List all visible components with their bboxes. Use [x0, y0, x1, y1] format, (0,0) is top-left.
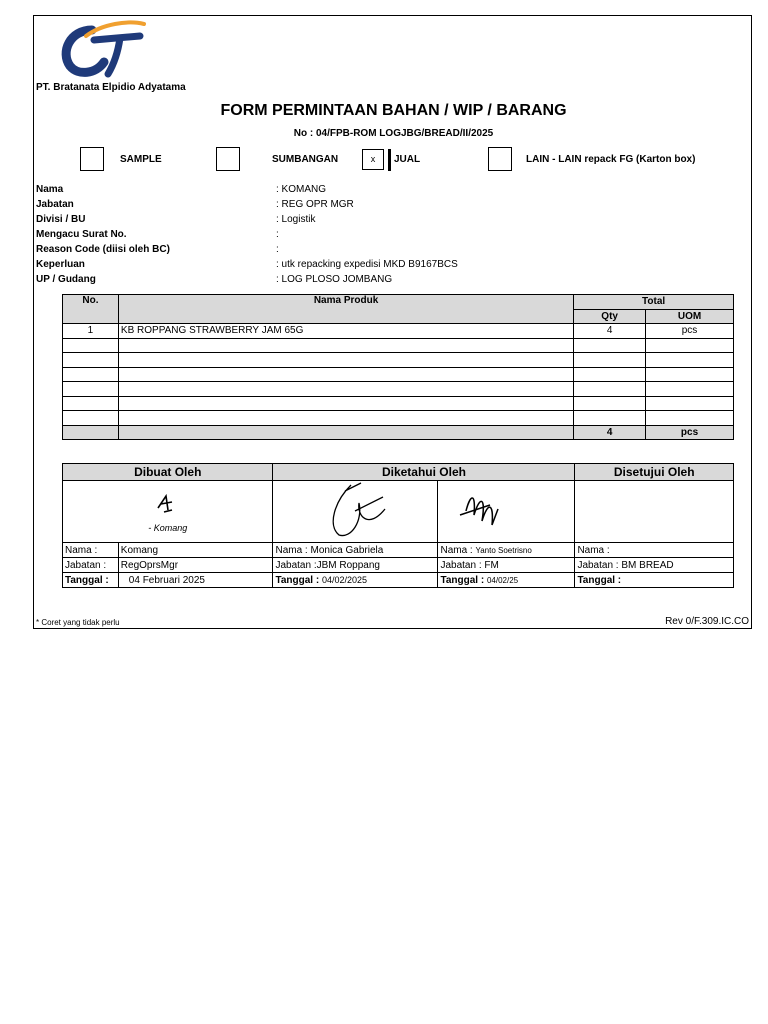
table-row: [63, 382, 734, 397]
company-logo-icon: [52, 18, 148, 80]
known-by-2-jabatan-value: FM: [484, 559, 499, 571]
known-by-1-jabatan-value: JBM Roppang: [316, 559, 380, 571]
info-value-mengacu: :: [276, 229, 279, 240]
checkbox-sample[interactable]: [80, 147, 104, 171]
option-label-lain-lain: LAIN - LAIN repack FG (Karton box): [526, 154, 696, 165]
made-by-nama: Komang: [118, 543, 273, 558]
known-by-1-tanggal: Tanggal : 04/02/2025: [273, 573, 438, 588]
info-label-keperluan: Keperluan: [36, 259, 85, 270]
header-disetujui-oleh: Disetujui Oleh: [575, 464, 734, 481]
cell-no: 1: [63, 324, 119, 339]
option-label-jual: JUAL: [394, 154, 421, 165]
info-label-gudang: UP / Gudang: [36, 274, 96, 285]
known-by-2-tanggal: Tanggal : 04/02/25: [438, 573, 575, 588]
signature-name-text: - Komang: [148, 523, 188, 533]
header-dibuat-oleh: Dibuat Oleh: [63, 464, 273, 481]
info-value-jabatan: : REG OPR MGR: [276, 199, 354, 210]
header-qty: Qty: [574, 309, 646, 324]
signature-box-known-by-2: [438, 481, 575, 543]
info-value-reason: :: [276, 244, 279, 255]
made-by-tanggal-label: Tanggal :: [63, 573, 119, 588]
table-row: [63, 411, 734, 426]
cell-nama-produk: KB ROPPANG STRAWBERRY JAM 65G: [118, 324, 573, 339]
form-title: FORM PERMINTAAN BAHAN / WIP / BARANG: [220, 102, 567, 119]
approved-by-jabatan: Jabatan : BM BREAD: [575, 558, 734, 573]
header-nama-produk: Nama Produk: [118, 295, 573, 324]
info-label-divisi: Divisi / BU: [36, 214, 86, 225]
option-label-sample: SAMPLE: [120, 154, 162, 165]
total-row: [63, 425, 734, 440]
info-value-divisi: : Logistik: [276, 214, 316, 225]
approved-by-tanggal: Tanggal :: [575, 573, 734, 588]
checkbox-lain-lain[interactable]: [488, 147, 512, 171]
approved-by-nama: Nama :: [575, 543, 734, 558]
checkbox-sumbangan[interactable]: [216, 147, 240, 171]
total-qty: 4: [574, 425, 646, 440]
made-by-nama-label: Nama :: [63, 543, 119, 558]
signature-box-made-by: [63, 481, 273, 543]
made-by-jabatan: RegOprsMgr: [118, 558, 273, 573]
cell-qty: 4: [574, 324, 646, 339]
header-total: Total: [574, 295, 734, 310]
table-row: [63, 396, 734, 411]
known-by-2-nama-value: Yanto Soetrisno: [475, 545, 532, 555]
document-number: No : 04/FPB-ROM LOGJBG/BREAD/II/2025: [293, 128, 494, 139]
info-label-reason: Reason Code (diisi oleh BC): [36, 244, 170, 255]
table-row: [63, 367, 734, 382]
request-form: [33, 15, 752, 629]
signature-box-approved-by: [575, 481, 734, 543]
signature-table: [62, 463, 734, 588]
known-by-2-jabatan: Jabatan : FM: [438, 558, 575, 573]
info-label-jabatan: Jabatan: [36, 199, 74, 210]
info-value-keperluan: : utk repacking expedisi MKD B9167BCS: [276, 259, 458, 270]
header-diketahui-oleh: Diketahui Oleh: [273, 464, 575, 481]
signature-box-known-by-1: [273, 481, 438, 543]
info-value-nama: : KOMANG: [276, 184, 327, 195]
checkbox-jual[interactable]: x: [362, 149, 384, 170]
company-name: PT. Bratanata Elpidio Adyatama: [36, 82, 186, 93]
table-row: [63, 338, 734, 353]
signature-monica-icon: [275, 481, 435, 539]
info-label-nama: Nama: [36, 184, 64, 195]
info-label-mengacu: Mengacu Surat No.: [36, 229, 127, 240]
made-by-tanggal: 04 Februari 2025: [118, 573, 273, 588]
total-uom: pcs: [646, 425, 734, 440]
known-by-2-tanggal-value: 04/02/25: [486, 575, 519, 585]
divider: [388, 149, 391, 171]
revision-code: Rev 0/F.309.IC.CO: [665, 616, 749, 627]
info-value-gudang: : LOG PLOSO JOMBANG: [276, 274, 393, 285]
header-no: No.: [63, 295, 119, 324]
items-table: [62, 294, 734, 440]
footnote: * Coret yang tidak perlu: [36, 618, 120, 627]
known-by-1-nama: Nama : Monica Gabriela: [273, 543, 438, 558]
table-row: [63, 324, 734, 339]
known-by-1-tanggal-value: 04/02/2025: [321, 574, 367, 585]
known-by-1-jabatan: Jabatan :JBM Roppang: [273, 558, 438, 573]
made-by-jabatan-label: Jabatan :: [63, 558, 119, 573]
signature-yanto-icon: [440, 481, 570, 539]
known-by-1-nama-value: Monica Gabriela: [310, 544, 384, 556]
approved-by-jabatan-value: BM BREAD: [621, 559, 674, 571]
table-row: [63, 353, 734, 368]
known-by-2-nama: Nama : Yanto Soetrisno: [438, 543, 575, 558]
header-uom: UOM: [646, 309, 734, 324]
cell-uom: pcs: [646, 324, 734, 339]
option-label-sumbangan: SUMBANGAN: [272, 154, 339, 165]
